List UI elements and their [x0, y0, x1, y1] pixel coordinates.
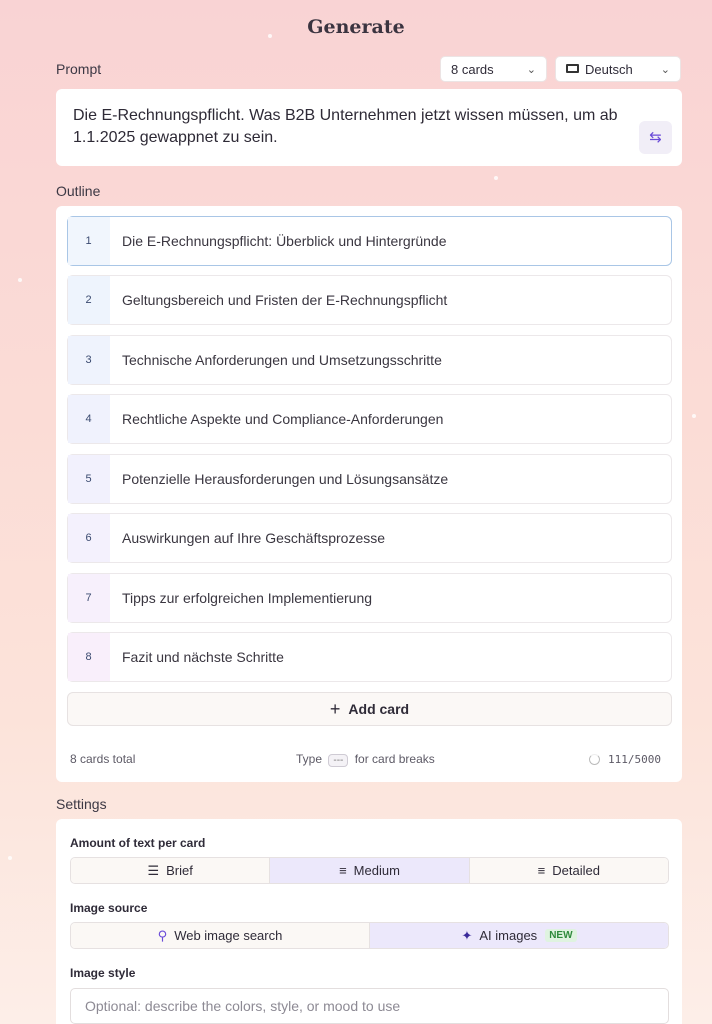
card-break-hint	[296, 752, 435, 767]
card-title[interactable]: Technische Anforderungen und Umsetzungsschritte	[122, 352, 442, 368]
image-source-ai[interactable]	[370, 923, 668, 948]
language-dropdown[interactable]	[555, 56, 681, 82]
card-number: 5	[68, 455, 110, 503]
progress-ring-icon	[589, 754, 600, 765]
card-break-hint-before: Type	[296, 752, 323, 766]
card-title[interactable]: Potenzielle Herausforderungen und Lösungsansätze	[122, 471, 449, 487]
card-title[interactable]: Auswirkungen auf Ihre Geschäftsprozesse	[122, 530, 386, 546]
outline-card[interactable]	[67, 632, 672, 682]
shuffle-icon: ⇆	[649, 128, 662, 146]
outline-card[interactable]	[67, 394, 672, 444]
amount-selector	[70, 857, 669, 884]
char-counter	[589, 752, 661, 766]
card-number: 3	[68, 336, 110, 384]
card-title[interactable]: Rechtliche Aspekte und Compliance-Anforderungen	[122, 411, 444, 427]
card-title[interactable]: Tipps zur erfolgreichen Implementierung	[122, 590, 373, 606]
image-source-option-label: AI images	[479, 928, 538, 943]
image-style-label: Image style	[70, 966, 136, 980]
outline-card[interactable]	[67, 275, 672, 325]
card-title[interactable]: Fazit und nächste Schritte	[122, 649, 284, 665]
language-icon	[566, 64, 579, 73]
sparkle-decoration	[8, 856, 12, 860]
outline-card[interactable]	[67, 513, 672, 563]
card-number: 2	[68, 276, 110, 324]
outline-panel	[56, 206, 682, 782]
medium-lines-icon: ≡	[339, 863, 347, 878]
search-icon: ⚲	[157, 927, 168, 943]
page-title: Generate	[307, 16, 405, 38]
outline-card[interactable]	[67, 216, 672, 266]
card-number: 4	[68, 395, 110, 443]
image-source-selector	[70, 922, 669, 949]
plus-icon: +	[329, 698, 341, 719]
image-source-web[interactable]	[71, 923, 370, 948]
regenerate-button[interactable]	[639, 121, 672, 154]
prompt-text: Die E-Rechnungspflicht. Was B2B Unternehmen jetzt wissen müssen, um ab 1.1.2025 gewappnet zu sein.	[73, 107, 618, 146]
outline-card[interactable]	[67, 573, 672, 623]
image-style-input[interactable]	[70, 988, 669, 1024]
add-card-button[interactable]	[67, 692, 672, 726]
amount-option-label: Brief	[166, 863, 193, 878]
sparkle-decoration	[692, 414, 696, 418]
language-value: Deutsch	[585, 61, 633, 77]
amount-option-medium[interactable]	[270, 858, 469, 883]
amount-option-label: Detailed	[552, 863, 600, 878]
card-number: 8	[68, 633, 110, 681]
amount-label: Amount of text per card	[70, 836, 206, 850]
prompt-input[interactable]	[56, 89, 682, 166]
chevron-down-icon: ⌄	[526, 63, 536, 76]
detailed-lines-icon: ≡	[537, 863, 546, 878]
card-title[interactable]: Die E-Rechnungspflicht: Überblick und Hintergründe	[122, 233, 447, 249]
settings-label: Settings	[56, 796, 107, 812]
card-break-key: ---	[328, 754, 348, 767]
amount-option-label: Medium	[353, 863, 400, 878]
sparkle-decoration	[18, 278, 22, 282]
card-number: 7	[68, 574, 110, 622]
card-title[interactable]: Geltungsbereich und Fristen der E-Rechnungspflicht	[122, 292, 448, 308]
image-source-option-label: Web image search	[174, 928, 283, 943]
card-number: 6	[68, 514, 110, 562]
amount-option-detailed[interactable]	[470, 858, 668, 883]
new-badge: NEW	[545, 929, 576, 942]
outline-label: Outline	[56, 183, 101, 199]
sparkle-decoration	[494, 176, 498, 180]
cards-total: 8 cards total	[70, 752, 136, 766]
settings-panel	[56, 819, 682, 1024]
brief-lines-icon: ☰	[147, 862, 160, 878]
card-break-hint-after: for card breaks	[354, 752, 435, 766]
outline-card[interactable]	[67, 454, 672, 504]
image-source-label: Image source	[70, 901, 148, 915]
outline-card[interactable]	[67, 335, 672, 385]
char-count: 111/5000	[608, 753, 661, 766]
add-card-label: Add card	[348, 701, 410, 717]
chevron-down-icon: ⌄	[660, 63, 670, 76]
cards-count-dropdown[interactable]	[440, 56, 547, 82]
sparkle-icon: ✦	[461, 927, 473, 943]
prompt-label: Prompt	[56, 61, 102, 77]
amount-option-brief[interactable]	[71, 858, 270, 883]
cards-count-value: 8 cards	[451, 61, 494, 77]
card-number: 1	[68, 217, 110, 265]
